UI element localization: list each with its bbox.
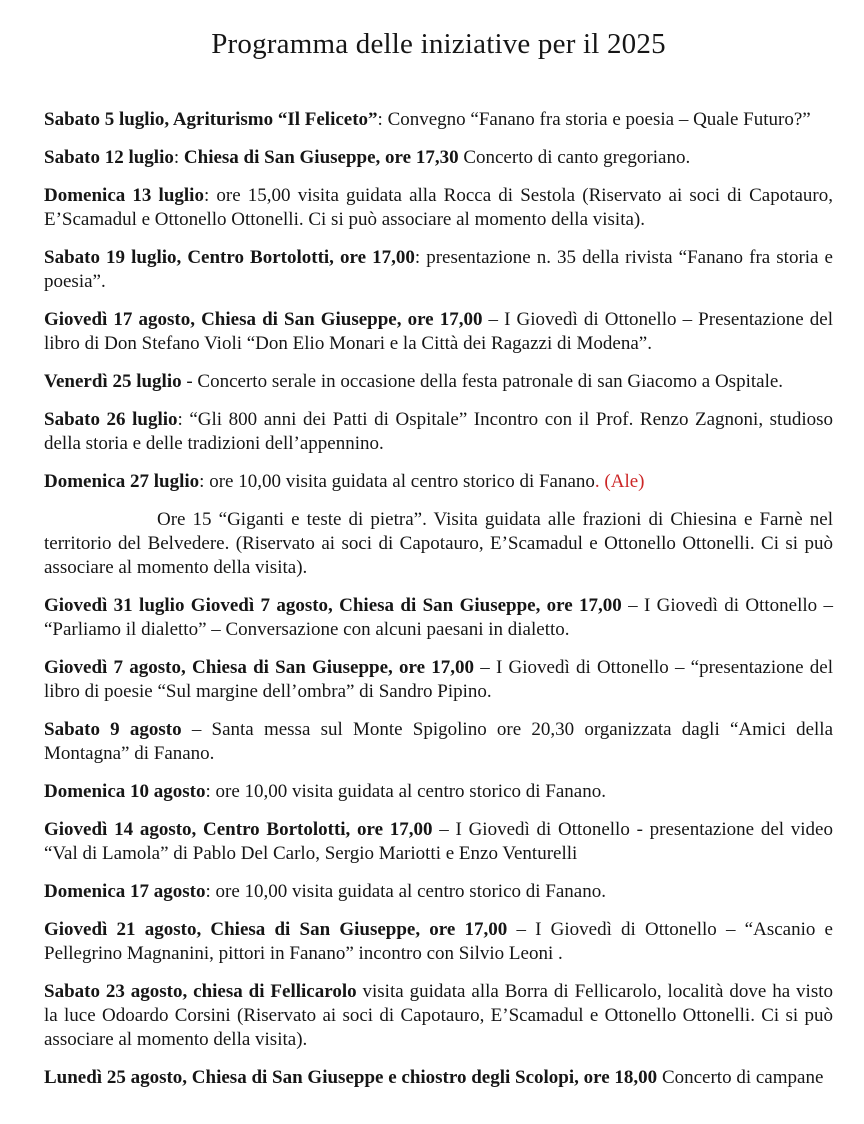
event-date-heading: Giovedì 14 agosto, Centro Bortolotti, ore 17,00 (44, 819, 433, 840)
event-paragraph (44, 184, 833, 232)
event-date-heading: Domenica 17 agosto (44, 881, 206, 902)
event-date-heading: Venerdì 25 luglio (44, 371, 182, 392)
event-description: visita guidata alla Borra di Fellicarolo, località dove ha visto la luce Odoardo Corsini (Riservato ai soci di Capotauro, E’Scamadul e Ottonello Ottonelli. Ci si può associare al momento della visita). (44, 981, 833, 1050)
event-description: : ore 10,00 visita guidata al centro storico di Fanano (199, 471, 595, 492)
event-paragraph (44, 246, 833, 294)
event-paragraph (44, 1066, 833, 1090)
event-description: : (173, 147, 184, 168)
event-description: Concerto di campane (657, 1067, 824, 1088)
event-paragraph (44, 508, 833, 580)
event-description: Concerto di canto gregoriano. (458, 147, 691, 168)
event-description: : ore 15,00 visita guidata alla Rocca di Sestola (Riservato ai soci di Capotauro, E’Scamadul e Ottonello Ottonelli. Ci si può associare al momento della visita). (44, 185, 833, 230)
event-paragraph (44, 718, 833, 766)
event-date-heading: Chiesa di San Giuseppe, ore 17,30 (183, 147, 459, 168)
event-date-heading: Domenica 27 luglio (44, 471, 200, 492)
event-paragraph (44, 308, 833, 356)
event-description: – I Giovedì di Ottonello – “Parliamo il dialetto” – Conversazione con alcuni paesani in dialetto. (44, 595, 833, 640)
event-date-heading: Giovedì 31 luglio Giovedì 7 agosto, Chiesa di San Giuseppe, ore 17,00 (44, 595, 622, 616)
event-note-red: . (Ale) (594, 471, 645, 492)
event-description: : “Gli 800 anni dei Patti di Ospitale” Incontro con il Prof. Renzo Zagnoni, studioso della storia e delle tradizioni dell’appennino. (44, 409, 833, 454)
event-date-heading: Domenica 10 agosto (44, 781, 206, 802)
event-description: – Santa messa sul Monte Spigolino ore 20,30 organizzata dagli “Amici della Montagna” di Fanano. (44, 719, 833, 764)
event-paragraph (44, 880, 833, 904)
event-paragraph (44, 146, 833, 170)
event-description: – I Giovedì di Ottonello – “presentazione del libro di poesie “Sul margine dell’ombra” di Sandro Pipino. (44, 657, 833, 702)
event-date-heading: Lunedì 25 agosto, Chiesa di San Giuseppe e chiostro degli Scolopi, ore 18,00 (44, 1067, 658, 1088)
event-paragraph (44, 470, 833, 494)
event-paragraph (44, 370, 833, 394)
event-description: : ore 10,00 visita guidata al centro storico di Fanano. (205, 881, 606, 902)
event-date-heading: Giovedì 17 agosto, Chiesa di San Giuseppe, ore 17,00 (44, 309, 483, 330)
event-date-heading: Sabato 26 luglio (44, 409, 178, 430)
event-date-heading: Sabato 19 luglio, Centro Bortolotti, ore 17,00 (44, 247, 415, 268)
event-paragraph (44, 108, 833, 132)
event-list (44, 108, 833, 1090)
event-date-heading: Giovedì 7 agosto, Chiesa di San Giuseppe, ore 17,00 (44, 657, 475, 678)
event-description: Ore 15 “Giganti e teste di pietra”. Visita guidata alle frazioni di Chiesina e Farnè nel territorio del Belvedere. (Riservato ai soci di Capotauro, E’Scamadul e Ottonello Ottonelli. Ci si può associare al momento della visita). (44, 509, 833, 578)
page-title: Programma delle iniziative per il 2025 (211, 28, 666, 60)
event-description: : ore 10,00 visita guidata al centro storico di Fanano. (205, 781, 606, 802)
event-paragraph (44, 656, 833, 704)
event-paragraph (44, 818, 833, 866)
event-description: - Concerto serale in occasione della festa patronale di san Giacomo a Ospitale. (181, 371, 784, 392)
event-paragraph (44, 780, 833, 804)
event-date-heading: Giovedì 21 agosto, Chiesa di San Giuseppe, ore 17,00 (44, 919, 508, 940)
event-description: : presentazione n. 35 della rivista “Fanano fra storia e poesia”. (44, 247, 833, 292)
event-paragraph (44, 594, 833, 642)
event-description: – I Giovedì di Ottonello - presentazione del video “Val di Lamola” di Pablo Del Carlo, Sergio Mariotti e Enzo Venturelli (44, 819, 833, 864)
event-date-heading: Sabato 23 agosto, chiesa di Fellicarolo (44, 981, 357, 1002)
event-paragraph (44, 980, 833, 1052)
event-description: : Convegno “Fanano fra storia e poesia – Quale Futuro?” (377, 109, 811, 130)
event-description: – I Giovedì di Ottonello – “Ascanio e Pellegrino Magnanini, pittori in Fanano” incontro con Silvio Leoni . (44, 919, 833, 964)
event-date-heading: Sabato 9 agosto (44, 719, 182, 740)
event-paragraph (44, 918, 833, 966)
event-description: – I Giovedì di Ottonello – Presentazione del libro di Don Stefano Violi “Don Elio Monari e la Città dei Ragazzi di Modena”. (44, 309, 833, 354)
event-paragraph (44, 408, 833, 456)
event-date-heading: Sabato 12 luglio (44, 147, 174, 168)
event-date-heading: Sabato 5 luglio, Agriturismo “Il Feliceto” (44, 109, 378, 130)
event-date-heading: Domenica 13 luglio (44, 185, 204, 206)
